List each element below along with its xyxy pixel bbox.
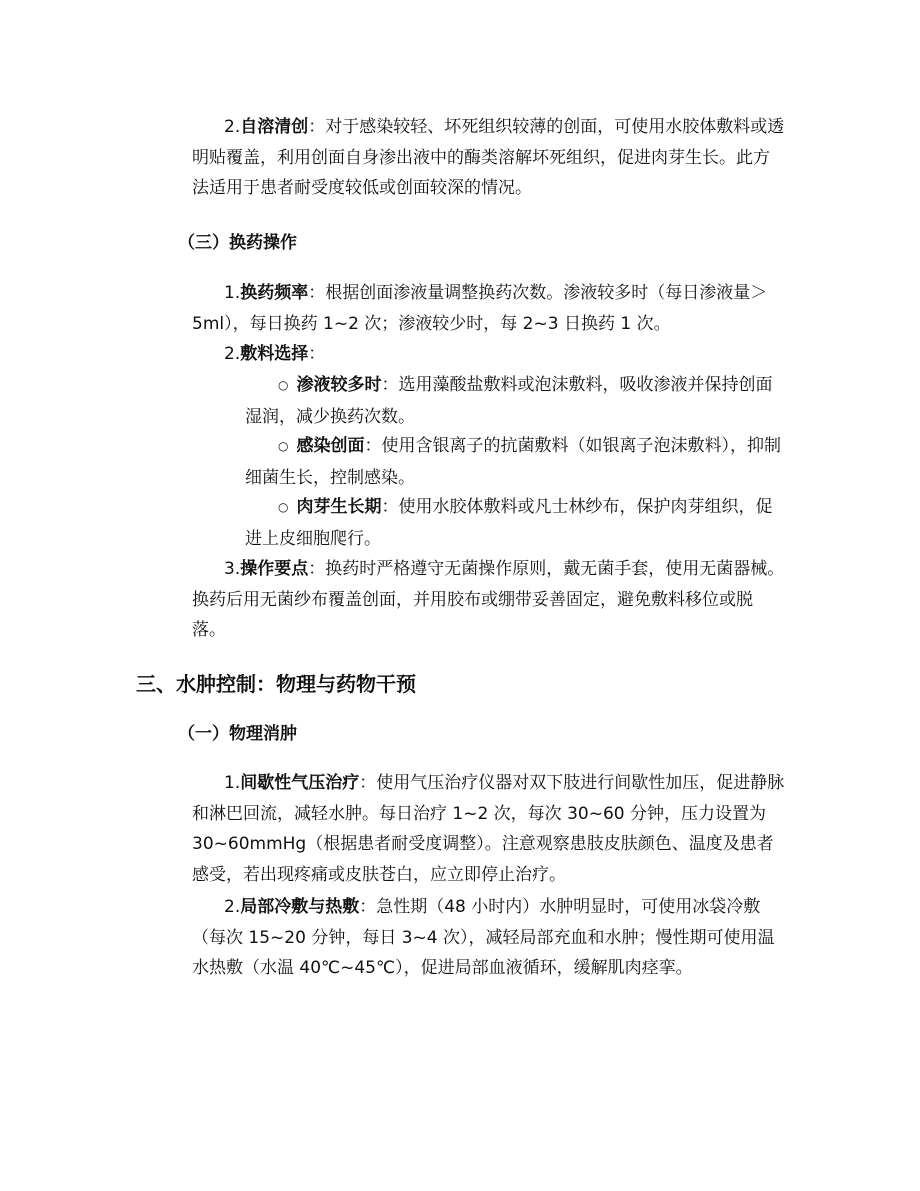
sub-item-term: 渗液较多时: [296, 375, 382, 395]
item-term: 换药频率: [240, 283, 309, 303]
list-item-dressing-selection: [192, 339, 786, 370]
item-term: 敷料选择: [240, 344, 309, 364]
chapter-heading-edema-control: 三、水肿控制：物理与药物干预: [136, 672, 416, 696]
item-number: 1.: [224, 773, 241, 793]
sub-item-infected-wound: [245, 431, 787, 493]
item-number: 1.: [224, 283, 241, 303]
item-text: ：急性期（48 小时内）水肿明显时，可使用冰袋冷敷（每次 15~20 分钟，每日 3~4 次），减轻局部充血和水肿；慢性期可使用温水热敷（水温 40℃~45℃），促进局部血液循环，缓解肌肉痉挛。: [192, 897, 775, 978]
item-term: 操作要点: [240, 559, 309, 579]
item-text: ：换药时严格遵守无菌操作原则，戴无菌手套，使用无菌器械。换药后用无菌纱布覆盖创面，并用胶布或绷带妥善固定，避免敷料移位或脱落。: [192, 559, 785, 640]
list-item-autolytic-debridement: [192, 112, 786, 204]
item-text: ：根据创面渗液量调整换药次数。渗液较多时（每日渗液量＞5ml），每日换药 1~2 次；渗液较少时，每 2~3 日换药 1 次。: [192, 283, 768, 334]
list-item-cold-hot-compress: [192, 892, 786, 984]
item-text: ：对于感染较轻、坏死组织较薄的创面，可使用水胶体敷料或透明贴覆盖，利用创面自身渗出液中的酶类溶解坏死组织，促进肉芽生长。此方法适用于患者耐受度较低或创面较深的情况。: [192, 117, 785, 198]
item-number: 3.: [224, 559, 241, 579]
item-number: 2.: [224, 344, 241, 364]
item-term: 自溶清创: [240, 117, 309, 137]
item-term: 间歇性气压治疗: [240, 773, 360, 793]
list-item-change-frequency: [192, 278, 786, 339]
circle-bullet-icon: ○: [278, 500, 289, 514]
sub-item-term: 感染创面: [296, 436, 365, 456]
item-text: ：: [308, 344, 326, 364]
circle-bullet-icon: ○: [278, 439, 289, 453]
sub-item-granulation-phase: [245, 492, 787, 554]
item-text: ：使用气压治疗仪器对双下肢进行间歇性加压，促进静脉和淋巴回流，减轻水肿。每日治疗 1~2 次，每次 30~60 分钟，压力设置为 30~60mmHg（根据患者耐受度调整）。注意观察患肢皮肤颜色、温度及患者感受，若出现疼痛或皮肤苍白，应立即停止治疗。: [192, 773, 785, 885]
list-item-operation-points: [192, 554, 786, 646]
sub-item-text: ：选用藻酸盐敷料或泡沫敷料，吸收渗液并保持创面湿润，减少换药次数。: [245, 375, 773, 427]
list-item-pneumatic-compression: [192, 768, 786, 890]
item-number: 2.: [224, 117, 241, 137]
sub-item-text: ：使用含银离子的抗菌敷料（如银离子泡沫敷料），抑制细菌生长，控制感染。: [245, 436, 781, 488]
sub-item-heavy-exudate: [245, 370, 787, 432]
sub-item-text: ：使用水胶体敷料或凡士林纱布，保护肉芽组织，促进上皮细胞爬行。: [245, 497, 773, 549]
section-heading-dressing-change: （三）换药操作: [178, 233, 297, 253]
sub-item-term: 肉芽生长期: [296, 497, 382, 517]
item-term: 局部冷敷与热敷: [240, 897, 360, 917]
circle-bullet-icon: ○: [278, 378, 289, 392]
section-heading-physical-detumescence: （一）物理消肿: [178, 724, 297, 744]
item-number: 2.: [224, 897, 241, 917]
